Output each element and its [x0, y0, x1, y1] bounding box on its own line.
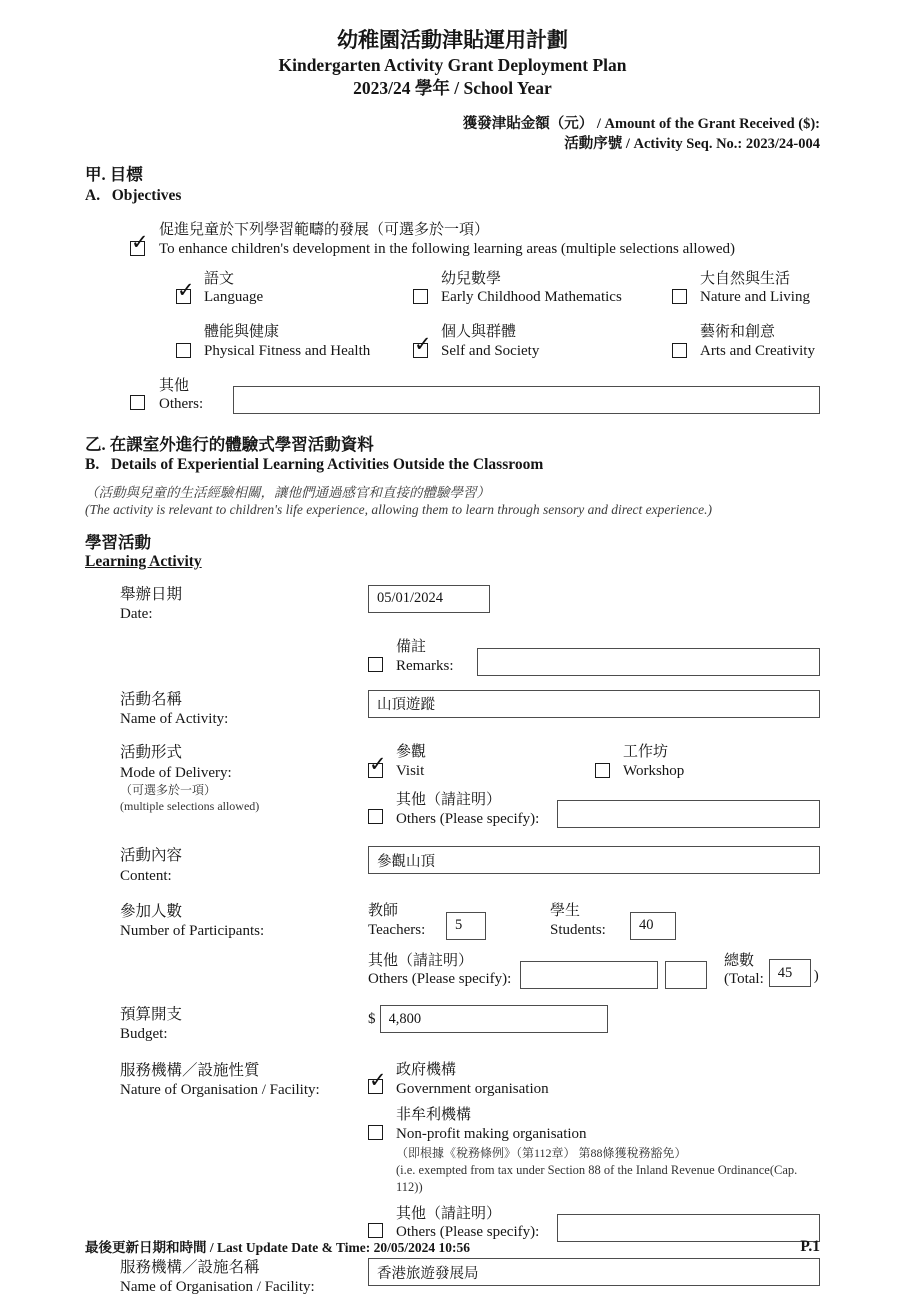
- activity-name-label-zh: 活動名稱: [120, 690, 183, 708]
- mode-others-item: [368, 791, 820, 829]
- gov-org-label-en: Government organisation: [396, 1080, 549, 1097]
- learning-area-nature: [672, 270, 820, 308]
- participants-label-zh: 參加人數: [120, 903, 183, 921]
- fitness-checkbox[interactable]: [176, 343, 191, 358]
- gov-org-label-zh: 政府機構: [396, 1061, 457, 1078]
- date-label-en: Date:: [120, 605, 153, 622]
- mode-workshop-item: [595, 743, 684, 781]
- teachers-count-input[interactable]: [446, 912, 486, 940]
- content-input[interactable]: [368, 846, 820, 874]
- language-label-zh: 語文: [204, 270, 235, 287]
- activity-name-row: [85, 690, 820, 730]
- fitness-label-en: Physical Fitness and Health: [204, 342, 371, 359]
- org-name-label-en: Name of Organisation / Facility:: [120, 1279, 315, 1296]
- nonprofit-note-en: (i.e. exempted from tax under Section 88 of the Inland Revenue Ordinance(Cap. 112)): [396, 1162, 798, 1195]
- section-a-heading-zh: 甲. 目標: [85, 165, 143, 185]
- school-year: 2023/24 學年 / School Year: [353, 78, 552, 99]
- mode-others-input[interactable]: [557, 800, 820, 828]
- date-input[interactable]: [368, 585, 490, 613]
- section-b-heading-zh: 乙. 在課室外進行的體驗式學習活動資料: [85, 435, 374, 455]
- activity-name-input[interactable]: [368, 690, 820, 718]
- participants-row: [85, 902, 820, 989]
- remarks-label-zh: 備註: [396, 639, 427, 656]
- nature-others-label-zh: 其他（請註明）: [396, 1205, 502, 1222]
- participants-label-en: Number of Participants:: [120, 923, 265, 940]
- org-name-label-zh: 服務機構／設施名稱: [120, 1259, 260, 1277]
- budget-label-zh: 預算開支: [120, 1006, 183, 1024]
- section-b-heading-en: B. Details of Experiential Learning Activities Outside the Classroom: [85, 456, 544, 474]
- objectives-others-row: [130, 377, 820, 415]
- learning-area-language: [176, 270, 413, 308]
- visit-label-en: Visit: [396, 763, 425, 780]
- content-row: [85, 846, 820, 886]
- mode-label-en: Mode of Delivery:: [120, 764, 232, 781]
- learning-area-fitness: [176, 323, 413, 361]
- objective-main-label-zh: 促進兒童於下列學習範疇的發展（可選多於一項）: [159, 222, 490, 239]
- teachers-label-en: Teachers:: [368, 921, 426, 938]
- objective-main-item: [130, 221, 820, 259]
- mode-note-en: (multiple selections allowed): [120, 798, 260, 813]
- society-label-zh: 個人與群體: [441, 324, 517, 341]
- nature-nonprofit-item: [368, 1106, 820, 1196]
- visit-label-zh: 參觀: [396, 744, 427, 761]
- arts-checkbox[interactable]: [672, 343, 687, 358]
- mode-others-checkbox[interactable]: [368, 809, 383, 824]
- mode-label-zh: 活動形式: [120, 744, 183, 762]
- page-title-zh: 幼稚園活動津貼運用計劃: [337, 28, 568, 52]
- nature-label-en: Nature of Organisation / Facility:: [120, 1081, 320, 1098]
- activity-name-label-en: Name of Activity:: [120, 710, 229, 727]
- objective-main-checkbox[interactable]: [130, 241, 145, 256]
- gov-org-checkbox[interactable]: [368, 1079, 383, 1094]
- remarks-row: [85, 638, 820, 676]
- section-b-note-zh: （活動與兒童的生活經驗相關，讓他們通過感官和直接的體驗學習）: [85, 484, 490, 500]
- nature-others-label-en: Others (Please specify):: [396, 1224, 540, 1241]
- mathematics-checkbox[interactable]: [413, 289, 428, 304]
- fitness-label-zh: 體能與健康: [204, 324, 280, 341]
- objective-main-label-en: To enhance children's development in the following learning areas (multiple selections allowed): [159, 240, 736, 257]
- mathematics-label-en: Early Childhood Mathematics: [441, 289, 622, 306]
- participants-others-input[interactable]: [520, 961, 658, 989]
- workshop-label-zh: 工作坊: [623, 744, 669, 761]
- remarks-checkbox[interactable]: [368, 657, 383, 672]
- students-label-en: Students:: [550, 921, 606, 938]
- nature-living-label-zh: 大自然與生活: [700, 270, 791, 287]
- page-number: P.1: [800, 1238, 820, 1255]
- language-checkbox[interactable]: [176, 289, 191, 304]
- budget-input[interactable]: [380, 1005, 608, 1033]
- learning-area-mathematics: [413, 270, 672, 308]
- mode-others-label-en: Others (Please specify):: [396, 810, 540, 827]
- learning-areas-grid: [176, 270, 820, 361]
- objectives-others-label-en: Others:: [159, 396, 204, 413]
- teachers-label-zh: 教師: [368, 903, 399, 920]
- page-title-en: Kindergarten Activity Grant Deployment Plan: [278, 55, 627, 76]
- participants-others-label-en: Others (Please specify):: [368, 971, 512, 988]
- mode-note-zh: （可選多於一項）: [120, 783, 217, 798]
- workshop-label-en: Workshop: [623, 763, 685, 780]
- nonprofit-label-zh: 非牟利機構: [396, 1107, 472, 1124]
- mode-of-delivery-row: [85, 743, 820, 828]
- nonprofit-label-en: Non-profit making organisation: [396, 1126, 587, 1142]
- arts-label-en: Arts and Creativity: [700, 342, 815, 359]
- nonprofit-note-zh: （即根據《稅務條例》（第112章） 第88條獲稅務豁免）: [396, 1145, 687, 1160]
- learning-area-arts: [672, 323, 820, 361]
- learning-area-society: [413, 323, 672, 361]
- total-label-zh: 總數: [724, 952, 755, 969]
- org-name-row: [85, 1258, 820, 1298]
- objectives-others-label-zh: 其他: [159, 377, 190, 394]
- learning-activity-subheading-en: Learning Activity: [85, 552, 202, 570]
- society-label-en: Self and Society: [441, 342, 540, 359]
- society-checkbox[interactable]: [413, 343, 428, 358]
- last-update-text: 最後更新日期和時間 / Last Update Date & Time: 20/05/2024 10:56: [85, 1240, 470, 1255]
- section-a-heading-en: A. Objectives: [85, 186, 182, 204]
- section-b-note-en: (The activity is relevant to children's life experience, allowing them to learn through sensory and direct experience.): [85, 502, 712, 518]
- content-label-en: Content:: [120, 867, 172, 884]
- grant-amount-label: 獲發津貼金額（元） / Amount of the Grant Received ($):: [462, 115, 820, 132]
- nonprofit-checkbox[interactable]: [368, 1125, 383, 1140]
- nature-row: [85, 1061, 820, 1242]
- org-name-input[interactable]: [368, 1258, 820, 1286]
- objectives-others-input[interactable]: [233, 386, 820, 414]
- date-label-zh: 舉辦日期: [120, 585, 183, 603]
- participants-others-count-input[interactable]: [665, 961, 707, 989]
- currency-symbol: $: [368, 1010, 376, 1027]
- language-label-en: Language: [204, 289, 264, 306]
- budget-row: [85, 1005, 820, 1045]
- learning-activity-subheading-zh: 學習活動: [85, 532, 151, 552]
- visit-checkbox[interactable]: [368, 763, 383, 778]
- students-count-input[interactable]: [630, 912, 676, 940]
- mode-visit-item: [368, 743, 595, 781]
- nature-gov-item: [368, 1061, 820, 1099]
- arts-label-zh: 藝術和創意: [700, 324, 776, 341]
- workshop-checkbox[interactable]: [595, 763, 610, 778]
- students-label-zh: 學生: [550, 903, 581, 920]
- total-close-paren: ): [813, 968, 819, 985]
- nature-label-zh: 服務機構／設施性質: [120, 1061, 260, 1079]
- nature-living-checkbox[interactable]: [672, 289, 687, 304]
- remarks-label-en: Remarks:: [396, 658, 454, 675]
- remarks-input[interactable]: [477, 648, 820, 676]
- budget-label-en: Budget:: [120, 1026, 168, 1043]
- total-count-input[interactable]: [769, 959, 811, 987]
- date-row: [85, 585, 820, 625]
- mode-others-label-zh: 其他（請註明）: [396, 791, 502, 808]
- content-label-zh: 活動內容: [120, 847, 183, 865]
- nature-living-label-en: Nature and Living: [700, 289, 810, 306]
- objectives-others-checkbox[interactable]: [130, 395, 145, 410]
- mathematics-label-zh: 幼兒數學: [441, 270, 502, 287]
- activity-seq-no: 活動序號 / Activity Seq. No.: 2023/24-004: [564, 136, 820, 153]
- total-label-en: (Total:: [724, 971, 764, 988]
- participants-others-label-zh: 其他（請註明）: [368, 952, 474, 969]
